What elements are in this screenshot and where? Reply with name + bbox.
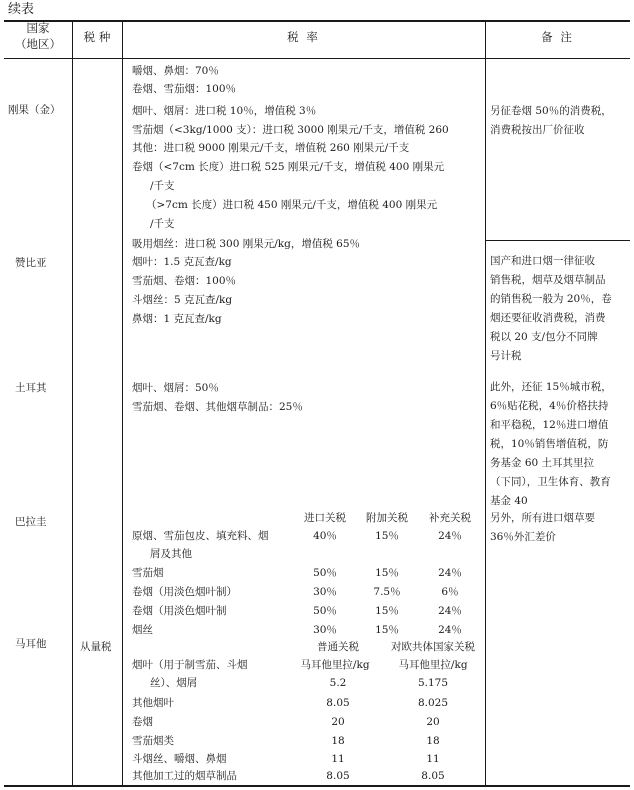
column-divider <box>72 20 73 786</box>
paraguay-value: 50％ <box>313 605 337 617</box>
note-turkey-line: 6％贴花税，4％价格扶持 <box>490 400 609 412</box>
header-bottom-border <box>4 58 630 59</box>
malta-col-header: 普通关税 <box>317 641 359 653</box>
paraguay-item: 原烟、雪茄包皮、填充料、烟 <box>132 530 269 542</box>
paraguay-value: 15％ <box>375 530 399 542</box>
column-divider <box>485 20 486 786</box>
note-turkey-line: 税，10％销售增值税，防 <box>490 438 609 450</box>
rate-line: 其他：进口税 9000 刚果元/千支，增值税 260 刚果元/千支 <box>132 142 410 154</box>
malta-value: 5.175 <box>417 677 449 689</box>
tax-type-malta: 从量税 <box>80 641 112 653</box>
rate-line: 嚼烟、鼻烟：70％ <box>132 65 219 77</box>
malta-value: 18 <box>426 735 440 747</box>
header-country-sub: （地区） <box>15 37 61 51</box>
malta-item: 卷烟 <box>132 716 153 728</box>
malta-value: 11 <box>426 753 440 765</box>
malta-col-unit: 马耳他里拉/kg <box>398 659 468 671</box>
paraguay-value: 24％ <box>438 605 462 617</box>
paraguay-item: 雪茄烟 <box>132 567 164 579</box>
header-country: 国家 <box>26 21 50 35</box>
rate-line: 雪茄烟、卷烟：100％ <box>132 275 237 287</box>
header-rate: 税 率 <box>287 30 320 44</box>
paraguay-value: 7.5％ <box>373 586 401 598</box>
malta-value: 8.05 <box>326 697 350 709</box>
paraguay-col-header: 进口关税 <box>304 512 346 524</box>
paraguay-value: 30％ <box>313 624 337 636</box>
paraguay-item: 卷烟（用淡色烟叶制） <box>132 586 237 598</box>
table-bottom-border <box>4 785 630 787</box>
country-congo: 刚果（金） <box>8 104 61 116</box>
paraguay-col-header: 附加关税 <box>366 512 408 524</box>
note-turkey-line: 务基金 60 土耳其里拉 <box>490 457 595 469</box>
rate-line: /千支 <box>150 218 175 230</box>
paraguay-value: 15％ <box>375 605 399 617</box>
malta-value: 20 <box>331 716 345 728</box>
paraguay-col-header: 补充关税 <box>429 512 471 524</box>
note-paraguay-line: 36％外汇差价 <box>490 531 556 543</box>
paraguay-item: 屑及其他 <box>150 548 192 560</box>
paraguay-value: 30％ <box>313 586 337 598</box>
paraguay-value: 24％ <box>438 530 462 542</box>
note-zambia-line: 烟还要征收消费税，消费 <box>490 312 606 324</box>
country-zambia: 赞比亚 <box>15 257 47 269</box>
paraguay-value: 24％ <box>438 567 462 579</box>
malta-value: 8.05 <box>326 770 350 782</box>
note-paraguay-line: 另外，所有进口烟草要 <box>490 512 595 524</box>
note-zambia-line: 的销售税一般为 20％，卷 <box>490 293 612 305</box>
table-top-border <box>4 20 630 22</box>
malta-col-header: 对欧共体国家关税 <box>391 641 475 653</box>
rate-line: 烟叶：1.5 克瓦查/kg <box>132 256 232 268</box>
rate-line: 卷烟（<7cm 长度）进口税 525 刚果元/千支，增值税 400 刚果元 <box>132 161 445 173</box>
country-paraguay: 巴拉圭 <box>15 516 47 528</box>
paraguay-value: 15％ <box>375 567 399 579</box>
rate-line: /千支 <box>150 180 175 192</box>
malta-value: 20 <box>426 716 440 728</box>
page-title: 续表 <box>8 2 35 17</box>
malta-value: 18 <box>331 735 345 747</box>
rate-line: 雪茄烟、卷烟、其他烟草制品：25％ <box>132 401 303 413</box>
rate-line: 鼻烟：1 克瓦查/kg <box>132 313 222 325</box>
rate-line: 斗烟丝：5 克瓦查/kg <box>132 294 233 306</box>
rate-line: （>7cm 长度）进口税 450 刚果元/千支，增值税 400 刚果元 <box>146 199 438 211</box>
rate-line: 烟叶、烟屑：50％ <box>132 382 219 394</box>
country-malta: 马耳他 <box>15 638 47 650</box>
column-divider <box>122 20 123 786</box>
rate-line: 卷烟、雪茄烟：100％ <box>132 83 237 95</box>
note-zambia-line: 销售税，烟草及烟草制品 <box>490 274 606 286</box>
note-zambia-line: 国产和进口烟一律征收 <box>490 255 595 267</box>
malta-item: 雪茄烟类 <box>132 735 174 747</box>
paraguay-value: 50％ <box>313 567 337 579</box>
malta-value: 8.025 <box>417 697 449 709</box>
paraguay-value: 15％ <box>375 624 399 636</box>
rate-line: 雪茄烟（<3kg/1000 支）：进口税 3000 刚果元/千支，增值税 260 <box>132 124 449 136</box>
paraguay-value: 40％ <box>313 530 337 542</box>
malta-item: 丝）、烟屑 <box>150 677 198 689</box>
malta-item: 其他加工过的烟草制品 <box>132 770 237 782</box>
malta-value: 11 <box>331 753 345 765</box>
note-congo-line: 消费税按出厂价征收 <box>490 124 585 136</box>
malta-item: 斗烟丝、嚼烟、鼻烟 <box>132 753 227 765</box>
country-turkey: 土耳其 <box>15 382 47 394</box>
malta-item: 烟叶（用于制雪茄、斗烟 <box>132 659 248 671</box>
paraguay-item: 烟丝 <box>132 624 153 636</box>
rate-line: 吸用烟丝：进口税 300 刚果元/kg，增值税 65％ <box>132 238 361 250</box>
note-zambia-line: 号计税 <box>490 350 522 362</box>
malta-col-unit: 马耳他里拉/kg <box>300 659 370 671</box>
header-note: 备 注 <box>541 30 574 44</box>
paraguay-item: 卷烟（用淡色烟叶制 <box>132 605 227 617</box>
note-congo-line: 另征卷烟 50％的消费税， <box>490 105 612 117</box>
note-turkey-line: 和平稳税，12％进口增值 <box>490 419 609 431</box>
note-turkey-line: （下同），卫生体育、教育 <box>490 476 611 488</box>
paraguay-value: 24％ <box>438 624 462 636</box>
header-tax-type: 税 种 <box>83 30 111 44</box>
paraguay-value: 6％ <box>441 586 459 598</box>
malta-value: 8.05 <box>421 770 445 782</box>
malta-item: 其他烟叶 <box>132 697 174 709</box>
malta-value: 5.2 <box>329 677 347 689</box>
note-turkey-line: 基金 40 <box>490 495 528 507</box>
note-turkey-line: 此外，还征 15％城市税， <box>490 381 612 393</box>
note-divider <box>485 240 630 241</box>
note-zambia-line: 税以 20 支/包分不同牌 <box>490 331 598 343</box>
rate-line: 烟叶、烟屑：进口税 10％，增值税 3％ <box>132 105 317 117</box>
